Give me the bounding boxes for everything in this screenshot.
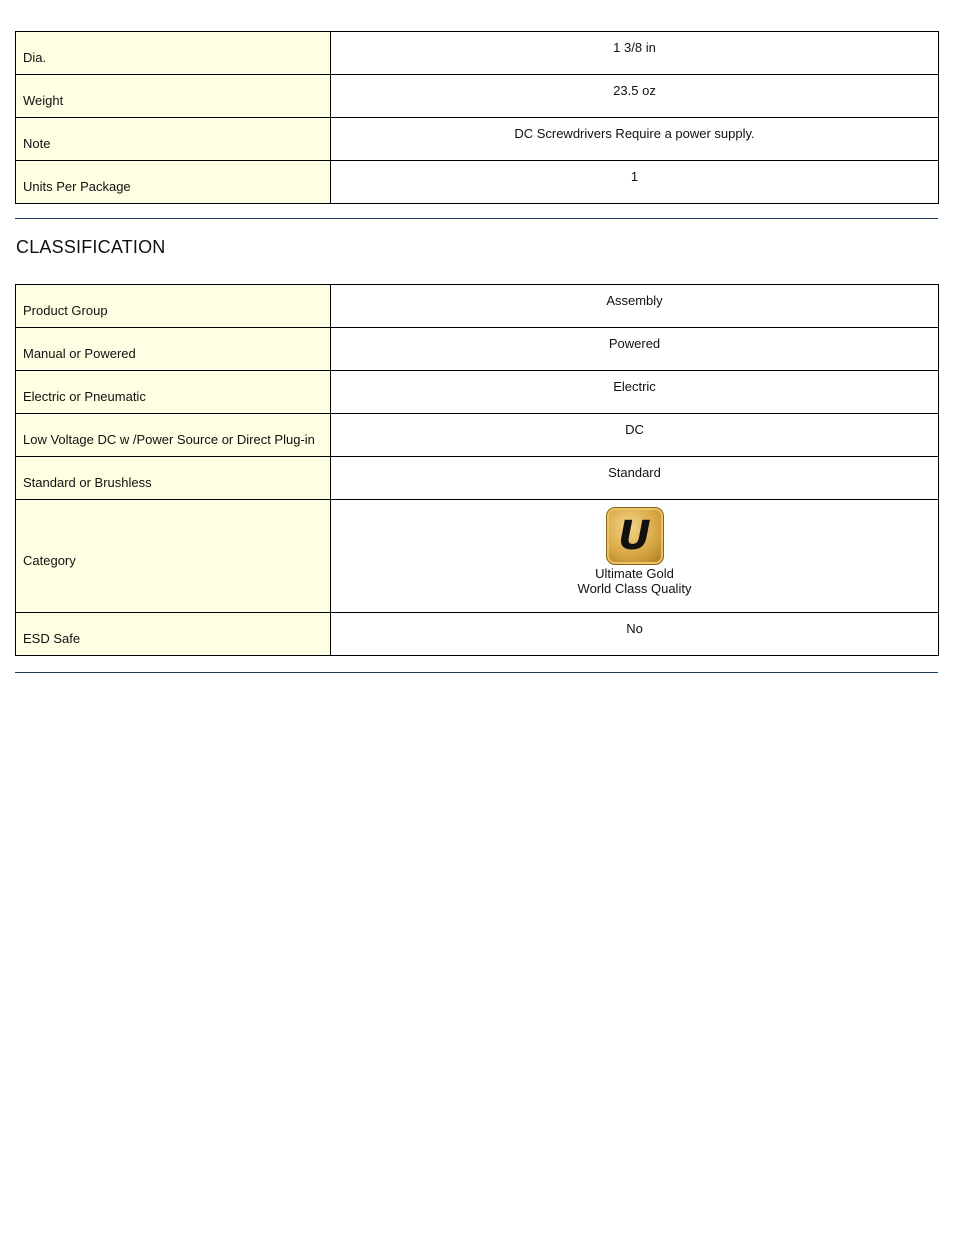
- section-title: CLASSIFICATION: [16, 237, 166, 257]
- table-row: [16, 328, 939, 371]
- badge-line-2: World Class Quality: [577, 581, 692, 596]
- row-value: Electric: [331, 371, 939, 414]
- section-divider: [15, 672, 938, 673]
- row-label: Category: [16, 500, 331, 613]
- row-label: Standard or Brushless: [16, 457, 331, 500]
- table-row: [16, 414, 939, 457]
- table-row: [16, 75, 939, 118]
- row-label: Units Per Package: [16, 161, 331, 204]
- row-value: 23.5 oz: [331, 75, 939, 118]
- row-label: Weight: [16, 75, 331, 118]
- table-row: [16, 161, 939, 204]
- ultimate-gold-badge-icon: [606, 507, 664, 565]
- row-value: DC: [331, 414, 939, 457]
- classification-table: [15, 284, 939, 656]
- row-label: Dia.: [16, 32, 331, 75]
- row-label: Low Voltage DC w /Power Source or Direct Plug-in: [16, 414, 331, 457]
- category-badge: [331, 508, 938, 595]
- row-label: Product Group: [16, 285, 331, 328]
- specs-table: [15, 31, 939, 204]
- row-value: No: [331, 613, 939, 656]
- row-value: Assembly: [331, 285, 939, 328]
- table-row: [16, 613, 939, 656]
- row-value: Powered: [331, 328, 939, 371]
- badge-letter: U: [618, 513, 651, 559]
- row-value: DC Screwdrivers Require a power supply.: [331, 118, 939, 161]
- section-divider: [15, 218, 938, 219]
- table-row: [16, 118, 939, 161]
- row-value: Standard: [331, 457, 939, 500]
- row-label: ESD Safe: [16, 613, 331, 656]
- row-label: Electric or Pneumatic: [16, 371, 331, 414]
- category-cell: [331, 500, 939, 613]
- row-value: 1: [331, 161, 939, 204]
- badge-line-1: Ultimate Gold: [595, 566, 674, 581]
- row-label: Note: [16, 118, 331, 161]
- table-row: [16, 457, 939, 500]
- table-row: [16, 371, 939, 414]
- table-row: [16, 32, 939, 75]
- row-value: 1 3/8 in: [331, 32, 939, 75]
- table-row: [16, 285, 939, 328]
- table-row: [16, 500, 939, 613]
- row-label: Manual or Powered: [16, 328, 331, 371]
